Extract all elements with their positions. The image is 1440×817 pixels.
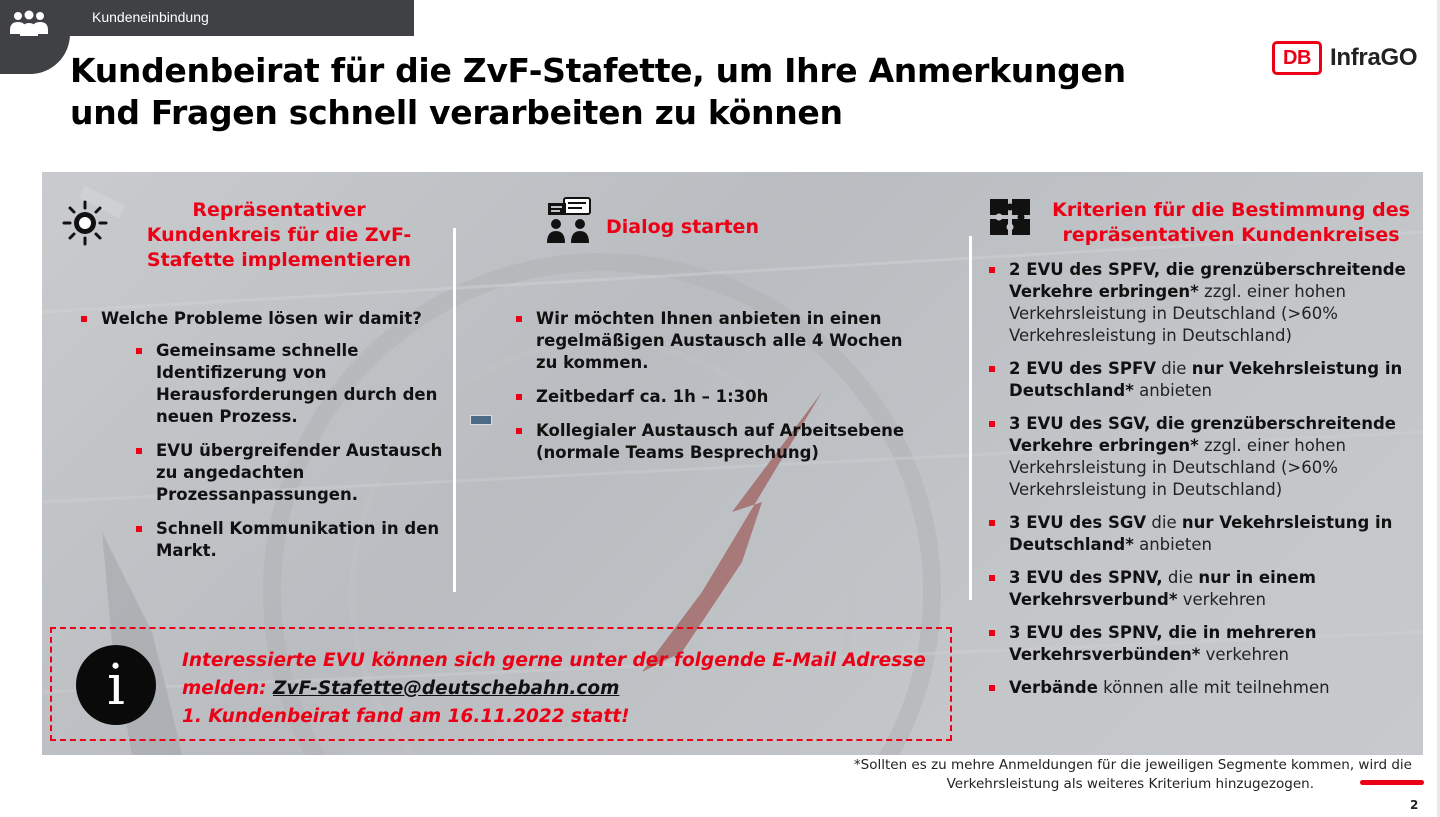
brand-name: InfraGO (1330, 44, 1418, 71)
criteria-line: Verkehrsleistung in Deutschland) (1009, 480, 1283, 499)
puzzle-icon (988, 197, 1032, 237)
criteria-text: zzgl. einer hohen (1198, 436, 1346, 455)
criteria-item (1009, 512, 1419, 556)
db-logo-icon: DB (1272, 41, 1322, 75)
page-title (70, 50, 1170, 134)
list-item-line: (normale Teams Besprechung) (536, 443, 819, 462)
list-item-line: Gemeinsame schnelle (156, 341, 359, 360)
criteria-text: zzgl. einer hohen (1198, 282, 1346, 301)
criteria-line: Verkehrsleistung in Deutschland (>60% (1009, 458, 1338, 477)
heading-line: Kundenkreis für die ZvF- (146, 224, 412, 246)
criteria-strong: 3 EVU des SGV (1009, 513, 1147, 532)
heading-line: Kriterien für die Bestimmung des (1052, 199, 1410, 221)
criteria-item (1009, 358, 1419, 402)
criteria-line: Verkehrsleistung in Deutschland (>60% (1009, 304, 1338, 323)
page-number: 2 (1410, 798, 1419, 812)
criteria-text: verkehren (1200, 645, 1289, 664)
info-line: Interessierte EVU können sich gerne unter der folgende E-Mail Adresse (182, 650, 926, 671)
criteria-strong: Deutschland* (1009, 381, 1134, 400)
criteria-item (1009, 677, 1419, 699)
criteria-item (1009, 622, 1419, 666)
list-item-line: Identifizerung von (156, 363, 327, 382)
list-item-line: Markt. (156, 541, 217, 560)
section-tab-label: Kundeneinbindung (92, 9, 209, 25)
criteria-item (1009, 413, 1419, 501)
criteria-line: 3 EVU des SGV, die grenzüberschreitende (1009, 414, 1396, 433)
middle-column-heading: Dialog starten (606, 216, 759, 238)
heading-line: Stafette implementieren (146, 249, 412, 271)
criteria-strong: Verkehrsverbund* (1009, 590, 1178, 609)
criteria-line (1009, 435, 1419, 457)
list-item-line: EVU übergreifender Austausch (156, 441, 443, 460)
criteria-strong: Deutschland* (1009, 535, 1134, 554)
list-item-line: zu kommen. (536, 353, 649, 372)
criteria-strong: Verkehrsverbünden* (1009, 645, 1201, 664)
left-question-list (101, 308, 441, 330)
criteria-line (1009, 677, 1419, 699)
criteria-item (1009, 259, 1419, 347)
info-prefix: melden: (182, 678, 273, 699)
brand-logo (1272, 40, 1417, 76)
criteria-strong: Verkehre erbringen* (1009, 282, 1199, 301)
footnote (780, 756, 1412, 794)
criteria-strong: nur in einem (1198, 568, 1316, 587)
left-column-heading (130, 198, 428, 273)
left-answer-list (156, 340, 446, 562)
list-item (156, 440, 446, 506)
criteria-line (1009, 380, 1419, 402)
criteria-text: anbieten (1133, 535, 1212, 554)
middle-list (536, 308, 906, 464)
criteria-strong: nur Vekehrsleistung in (1181, 513, 1393, 532)
criteria-strong: 3 EVU des SPNV, (1009, 568, 1163, 587)
separator-mark (470, 415, 492, 425)
list-item-line: Zeitbedarf ca. 1h – 1:30h (536, 387, 769, 406)
criteria-text: können alle mit teilnehmen (1097, 678, 1330, 697)
info-line: 1. Kundenbeirat fand am 16.11.2022 statt! (182, 706, 630, 727)
footnote-line: *Sollten es zu mehre Anmeldungen für die jeweiligen Segmente kommen, wird die (853, 757, 1412, 773)
criteria-line: 2 EVU des SPFV, die grenzüberschreitende (1009, 260, 1406, 279)
section-badge (0, 0, 70, 74)
criteria-item (1009, 567, 1419, 611)
list-item-line: Prozessanpassungen. (156, 485, 358, 504)
criteria-line (1009, 512, 1419, 534)
criteria-line (1009, 567, 1419, 589)
people-group-icon (6, 10, 52, 42)
list-item-line: zu angedachten (156, 463, 305, 482)
list-item (536, 308, 906, 374)
criteria-text: anbieten (1133, 381, 1212, 400)
list-item-line: neuen Prozess. (156, 407, 298, 426)
criteria-line: 3 EVU des SPNV, die in mehreren (1009, 623, 1317, 642)
accent-bar (1360, 780, 1424, 785)
right-column-heading (1046, 198, 1416, 248)
list-item: Welche Probleme lösen wir damit? (101, 308, 441, 330)
criteria-line (1009, 589, 1419, 611)
criteria-text: die (1146, 513, 1182, 532)
criteria-strong: Verkehre erbringen* (1009, 436, 1199, 455)
heading-line: Repräsentativer (192, 199, 366, 221)
dialog-people-icon (546, 197, 592, 245)
list-item-line: Herausforderungen durch den (156, 385, 438, 404)
column-divider (969, 236, 972, 600)
criteria-list (1009, 259, 1419, 699)
criteria-line: Verkehresleistung in Deutschland) (1009, 326, 1292, 345)
list-item (156, 340, 446, 428)
list-item-line: regelmäßigen Austausch alle 4 Wochen (536, 331, 903, 350)
criteria-line (1009, 281, 1419, 303)
criteria-line (1009, 358, 1419, 380)
page-title-line: Kundenbeirat für die ZvF-Stafette, um Ihre Anmerkungen (70, 51, 1126, 90)
criteria-strong: nur Vekehrsleistung in (1191, 359, 1403, 378)
list-item-line: Schnell Kommunikation in den (156, 519, 440, 538)
list-item (536, 420, 906, 464)
criteria-text: die (1156, 359, 1192, 378)
footnote-line: Verkehrsleistung als weiteres Kriterium hinzugezogen. (946, 776, 1314, 792)
info-text (182, 647, 942, 731)
list-item-line: Kollegialer Austausch auf Arbeitsebene (536, 421, 905, 440)
list-item (156, 518, 446, 562)
sun-gear-icon (62, 200, 108, 246)
info-line (182, 675, 942, 703)
email-link[interactable]: ZvF-Stafette@deutschebahn.com (272, 678, 620, 699)
criteria-text: die (1162, 568, 1199, 587)
heading-line: repräsentativen Kundenkreises (1062, 224, 1400, 246)
column-divider (453, 228, 456, 592)
page-title-line: und Fragen schnell verarbeiten zu können (70, 93, 843, 132)
list-item-line: Wir möchten Ihnen anbieten in einen (536, 309, 882, 328)
criteria-text: verkehren (1177, 590, 1267, 609)
criteria-strong: 2 EVU des SPFV (1009, 359, 1156, 378)
criteria-line (1009, 644, 1419, 666)
info-icon: i (76, 645, 156, 725)
criteria-line (1009, 534, 1419, 556)
criteria-strong: Verbände (1009, 678, 1098, 697)
list-item (536, 386, 906, 408)
